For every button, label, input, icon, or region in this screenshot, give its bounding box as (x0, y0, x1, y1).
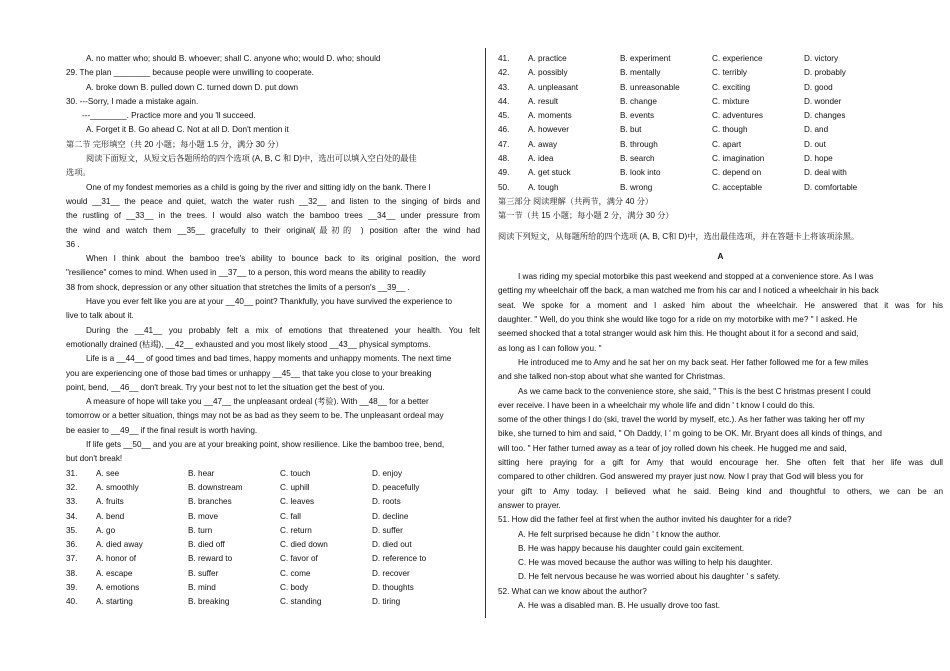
text-line: As we came back to the convenience store, she said, " This is the best C hristmas present I could (518, 386, 871, 396)
question-number: 49. (498, 168, 510, 178)
text-line: Have you ever felt like you are at your __40__ point? Thankfully, you have survived the experience to (86, 297, 453, 307)
question-number: 39. (66, 582, 78, 592)
option-row (66, 524, 480, 538)
answer-option: D. enjoy (372, 468, 403, 478)
answer-option: C. exciting (712, 82, 751, 92)
answer-option: B. hear (188, 468, 215, 478)
answer-option: D. hope (804, 154, 833, 164)
left-text-block (66, 52, 480, 467)
right-column (498, 52, 943, 613)
section-three-heading: 第三部分 阅读理解（共两节，满分 40 分） (498, 196, 654, 206)
text-line: tomorrow or a better situation, things may not be as bad as they seem to be. The unpleasant ordeal may (66, 411, 444, 421)
text-line: live to talk about it. (66, 311, 134, 321)
answer-option: C. experience (712, 54, 763, 63)
text-line: the wind and watch them __35__ gracefully to their original(最初的 ) position after the wind had (66, 225, 480, 235)
answer-option: D. out (804, 139, 826, 149)
section-one-heading: 第一节（共 15 小题；每小题 2 分，满分 30 分） (498, 211, 674, 221)
text-line: 选项。 (66, 168, 91, 178)
question-number: 38. (66, 568, 78, 578)
text-line: seemed shocked that a total stranger would ask him this. He thought about it for a second and said, (498, 329, 859, 339)
answer-option: B. downstream (188, 482, 243, 492)
text-line: would __31__ the peace and quiet, watch the water rush __32__ and listen to the singing of birds and (66, 196, 480, 206)
answer-option: D. and (804, 125, 829, 135)
text-line: D. He felt nervous because he was worried about his daughter ' s safety. (518, 572, 781, 582)
answer-option: D. suffer (372, 525, 403, 535)
answer-option: B. suffer (188, 568, 219, 578)
option-row (66, 581, 480, 595)
left-column (66, 52, 480, 610)
answer-option: A. starting (96, 597, 133, 607)
text-line: A. broke down B. pulled down C. turned down D. put down (86, 82, 299, 92)
answer-option: B. events (620, 111, 655, 121)
answer-option: D. tiring (372, 597, 401, 607)
text-line: seat. We spoke for a moment and I asked him about the wheelchair. He answered that it was for his (498, 300, 943, 310)
text-line: 第二节 完形填空（共 20 小题；每小题 1.5 分，满分 30 分） (66, 139, 284, 149)
question-number: 36. (66, 540, 78, 550)
text-line: A measure of hope will take you __47__ the unpleasant ordeal (考验). With __48__ for a better (86, 397, 429, 407)
question-number: 35. (66, 525, 78, 535)
answer-option: B. died off (188, 540, 225, 550)
text-line: ---________. Practice more and you 'll succeed. (82, 111, 256, 121)
answer-option: C. acceptable (712, 182, 763, 192)
question-number: 48. (498, 154, 510, 164)
left-options-table (66, 467, 480, 610)
text-line: as long as I can follow you. " (498, 343, 602, 353)
answer-option: A. tough (528, 182, 559, 192)
option-row (66, 552, 480, 566)
text-line: your gift to Amy today. I believed what he said. Being kind and thoughtful to others, we can be an (498, 486, 943, 496)
answer-option: A. however (528, 125, 569, 135)
option-row (66, 481, 480, 495)
answer-option: A. honor of (96, 554, 137, 564)
text-line: If life gets __50__ and you are at your breaking point, show resilience. Like the bamboo tree, bend, (86, 440, 445, 450)
question-number: 34. (66, 511, 78, 521)
passage-title: A (717, 251, 724, 261)
answer-option: C. return (280, 525, 312, 535)
text-line: sitting here praying for a gift for Amy that would encourage her. She often felt that her life was dull (498, 458, 943, 468)
question-number: 32. (66, 482, 78, 492)
text-line: During the __41__ you probably felt a mix of emotions that threatened your health. You felt (86, 325, 480, 335)
text-line: "resilience" comes to mind. When used in __37__ to a person, this word means the ability to readily (66, 268, 426, 278)
answer-option: D. decline (372, 511, 409, 521)
option-row (498, 152, 943, 166)
text-line: emotionally drained (枯竭), __42__ exhausted and you most likely stood __43__ physical symptoms. (66, 339, 431, 349)
answer-option: D. thoughts (372, 582, 414, 592)
answer-option: D. comfortable (804, 182, 858, 192)
answer-option: B. mind (188, 582, 216, 592)
answer-option: B. but (620, 125, 642, 135)
answer-option: D. recover (372, 568, 410, 578)
answer-option: C. depend on (712, 168, 762, 178)
text-line: A. He felt surprised because he didn ' t know the author. (518, 529, 721, 539)
answer-option: D. probably (804, 68, 846, 78)
text-line: Life is a __44__ of good times and bad times, happy moments and unhappy moments. The next time (86, 354, 452, 364)
answer-option: A. bend (96, 511, 125, 521)
text-line: A. Forget it B. Go ahead C. Not at all D. Don't mention it (86, 125, 289, 135)
answer-option: A. go (96, 525, 116, 535)
answer-option: A. smoothly (96, 482, 139, 492)
option-row (498, 81, 943, 95)
text-line: point, bend, __46__ don't break. Try your best not to let the situation get the best of you. (66, 382, 385, 392)
text-line: ever receive. I have been in a wheelchair my whole life and didn ' t know I could do this. (498, 400, 815, 410)
text-line: you are experiencing one of those bad times or unhappy __45__ that take you close to your breaking (66, 368, 432, 378)
text-line: the rustling of __33__ in the trees. I would also watch the bamboo trees __34__ under pressure from (66, 211, 480, 221)
answer-option: A. died away (96, 540, 143, 550)
answer-option: A. idea (528, 154, 554, 164)
text-line: 38 from shock, depression or any other situation that stretches the limits of a person's __39__ . (66, 282, 410, 292)
answer-option: A. practice (528, 54, 567, 63)
question-number: 43. (498, 82, 510, 92)
question-number: 33. (66, 497, 78, 507)
answer-option: B. through (620, 139, 658, 149)
question-number: 45. (498, 111, 510, 121)
passage-text-block (498, 270, 943, 613)
text-line: B. He was happy because his daughter could gain excitement. (518, 543, 745, 553)
option-row (498, 138, 943, 152)
text-line: C. He was moved because the author was willing to help his daughter. (518, 558, 773, 568)
answer-option: B. change (620, 96, 657, 106)
option-row (66, 567, 480, 581)
answer-option: A. moments (528, 111, 572, 121)
answer-option: D. wonder (804, 96, 842, 106)
answer-option: B. reward to (188, 554, 233, 564)
text-line: getting my wheelchair off the back, a man watched me from his car and I noticed a wheelchair in his back (498, 286, 879, 296)
answer-option: B. look into (620, 168, 661, 178)
answer-option: A. get stuck (528, 168, 571, 178)
text-line: When I think about the bamboo tree's ability to bounce back to its original position, the word (86, 254, 480, 264)
answer-option: C. fall (280, 511, 301, 521)
answer-option: D. peacefully (372, 482, 420, 492)
answer-option: A. escape (96, 568, 133, 578)
answer-option: A. fruits (96, 497, 124, 507)
reading-instruction: 阅读下列短文，从每题所给的四个选项 (A, B, C和 D)中，选出最佳选项，并在答题卡上将该项涂黑。 (498, 231, 860, 241)
text-line: answer to prayer. (498, 500, 561, 510)
answer-option: C. uphill (280, 482, 310, 492)
question-number: 41. (498, 54, 510, 63)
answer-option: B. search (620, 154, 655, 164)
option-row (66, 538, 480, 552)
answer-option: C. body (280, 582, 309, 592)
answer-option: C. touch (280, 468, 311, 478)
option-row (498, 166, 943, 180)
text-line: will too. " Her father turned away as a tear of joy rolled down his cheek. He hugged me and said, (498, 443, 847, 453)
answer-option: C. come (280, 568, 311, 578)
answer-option: A. result (528, 96, 559, 106)
answer-option: C. imagination (712, 154, 765, 164)
right-options-table (498, 52, 943, 195)
text-line: He introduced me to Amy and he sat her on my back seat. Her father followed me for a few miles (518, 357, 869, 367)
option-row (66, 510, 480, 524)
answer-option: C. terribly (712, 68, 748, 78)
text-line: daughter. " Well, do you think she would like togo for a ride on my motorbike with me? " I asked. He (498, 315, 858, 325)
answer-option: C. standing (280, 597, 322, 607)
text-line: 52. What can we know about the author? (498, 586, 647, 596)
text-line: some of the other things I do (ski, travel the world by myself, etc.). As her father was taking her off my (498, 415, 865, 425)
text-line: and she talked non-stop about what she wanted for Christmas. (498, 372, 726, 382)
answer-option: C. leaves (280, 497, 315, 507)
question-number: 47. (498, 139, 510, 149)
question-number: 40. (66, 597, 78, 607)
text-line: One of my fondest memories as a child is going by the river and sitting idly on the bank. There I (86, 182, 431, 192)
option-row (498, 123, 943, 137)
text-line: 29. The plan ________ because people were unwilling to cooperate. (66, 68, 314, 78)
text-line: bike, she turned to him and said, " Oh Daddy, I ' m going to be OK. Mr. Bryant does all kinds of things, and (498, 429, 882, 439)
answer-option: D. deal with (804, 168, 847, 178)
text-line: be easier to __49__ if the final result is worth having. (66, 425, 258, 435)
answer-option: B. unreasonable (620, 82, 680, 92)
question-number: 46. (498, 125, 510, 135)
answer-option: D. good (804, 82, 833, 92)
answer-option: C. adventures (712, 111, 763, 121)
text-line: 30. ---Sorry, I made a mistake again. (66, 96, 199, 106)
text-line: 36 . (66, 239, 80, 249)
answer-option: D. died out (372, 540, 412, 550)
answer-option: D. roots (372, 497, 401, 507)
option-row (66, 495, 480, 509)
text-line: 51. How did the father feel at first when the author invited his daughter for a ride? (498, 515, 792, 525)
option-row (498, 66, 943, 80)
answer-option: C. favor of (280, 554, 318, 564)
option-row (498, 109, 943, 123)
question-number: 37. (66, 554, 78, 564)
question-number: 44. (498, 96, 510, 106)
question-number: 31. (66, 468, 78, 478)
answer-option: C. died down (280, 540, 328, 550)
text-line: compared to other children. God answered my prayer just now. Now I pray that God will bless you for (498, 472, 864, 482)
answer-option: B. mentally (620, 68, 661, 78)
answer-option: C. though (712, 125, 748, 135)
text-line: I was riding my special motorbike this past weekend and stopped at a convenience store. As I was (518, 272, 874, 282)
answer-option: A. emotions (96, 582, 140, 592)
answer-option: A. away (528, 139, 558, 149)
answer-option: C. mixture (712, 96, 750, 106)
answer-option: A. possibly (528, 68, 568, 78)
answer-option: B. turn (188, 525, 213, 535)
option-row (498, 52, 943, 66)
option-row (66, 467, 480, 481)
text-line: A. no matter who; should B. whoever; shall C. anyone who; would D. who; should (86, 54, 381, 63)
question-number: 50. (498, 182, 510, 192)
text-line: 阅读下面短文，从短文后各题所给的四个选项 (A, B, C 和 D)中，选出可以填入空白处的最佳 (86, 154, 417, 164)
answer-option: A. unpleasant (528, 82, 579, 92)
answer-option: B. experiment (620, 54, 671, 63)
option-row (66, 595, 480, 609)
answer-option: B. branches (188, 497, 232, 507)
answer-option: D. victory (804, 54, 839, 63)
option-row (498, 95, 943, 109)
answer-option: B. move (188, 511, 219, 521)
text-line: A. He was a disabled man. B. He usually drove too fast. (518, 600, 721, 610)
option-row (498, 181, 943, 195)
answer-option: B. wrong (620, 182, 653, 192)
answer-option: A. see (96, 468, 120, 478)
text-line: but don't break! (66, 454, 123, 464)
question-number: 42. (498, 68, 510, 78)
answer-option: C. apart (712, 139, 742, 149)
answer-option: B. breaking (188, 597, 230, 607)
answer-option: D. changes (804, 111, 846, 121)
answer-option: D. reference to (372, 554, 427, 564)
column-divider (485, 48, 486, 618)
